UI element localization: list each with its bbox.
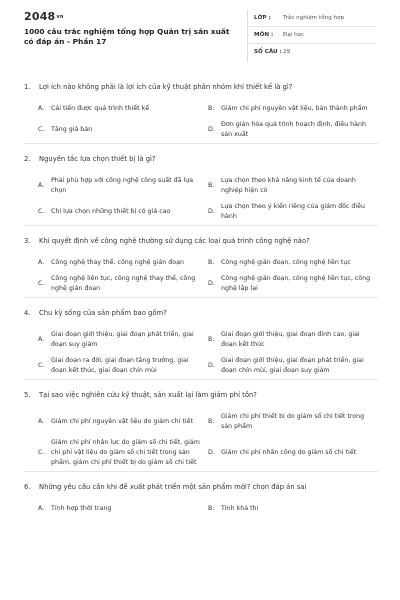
option-key: A. xyxy=(38,418,45,425)
option-text: Tính khả thi xyxy=(221,505,259,512)
option-text: Giảm chi phí nhân công do giảm số chi tiết xyxy=(221,449,357,456)
option-text: Giảm chi phí thiết bị do giảm số chi tiết trong sản phẩm xyxy=(221,413,365,430)
option-d[interactable] xyxy=(208,435,378,471)
option-key: A. xyxy=(38,336,45,343)
option-b[interactable] xyxy=(208,255,378,271)
question-text: Những yêu cầu cần khi đề xuất phát triển một sản phẩm mới? chọn đáp án sai xyxy=(39,483,307,491)
option-key: D. xyxy=(208,362,215,369)
question-list xyxy=(24,72,378,517)
option-a[interactable] xyxy=(38,101,208,117)
option-d[interactable] xyxy=(208,199,378,225)
option-key: D. xyxy=(208,126,215,133)
question-number: 5. xyxy=(24,391,31,399)
meta-key: SỐ CÂU : xyxy=(254,49,282,55)
option-c[interactable] xyxy=(38,199,208,225)
option-b[interactable] xyxy=(208,327,378,353)
question-2 xyxy=(24,144,378,225)
meta-value: Trắc nghiệm tổng hợp xyxy=(283,15,345,21)
option-list xyxy=(24,255,378,297)
option-text: Đơn giản hóa quá trình hoạch định, điều hành sản xuất xyxy=(221,121,366,138)
option-text: Giai đoạn ra đời, giai đoạn tăng trưởng, giai đoạn kết thúc, giai đoạn chín mùi xyxy=(51,357,189,374)
logo-text: 2048 xyxy=(24,10,56,23)
option-c[interactable] xyxy=(38,435,208,471)
option-text: Tăng giá bán xyxy=(51,126,93,133)
option-text: Cải tiến được quá trình thiết kế xyxy=(51,105,150,112)
option-b[interactable] xyxy=(208,501,378,517)
meta-row-class xyxy=(248,10,376,27)
question-text: Tại sao việc nghiên cứu kỹ thuật, sản xuất lại làm giảm phí tồn? xyxy=(39,391,257,399)
option-text: Giảm chi phí nhân lực do giảm số chi tiết, giảm chi phí vật liệu do giảm số chi tiết trong sản phẩm, giảm chi phí thiết bị do giảm số chi tiết xyxy=(51,439,200,466)
question-stem xyxy=(24,380,378,409)
option-text: Công nghệ liên tục, công nghệ thay thế, công nghệ gián đoạn xyxy=(51,275,196,292)
option-key: D. xyxy=(208,280,215,287)
option-text: Công nghệ gián đoạn, công nghệ liên tục, công nghệ lặp lại xyxy=(221,275,371,292)
meta-value: 29 xyxy=(283,49,291,55)
option-key: C. xyxy=(38,126,45,133)
option-b[interactable] xyxy=(208,409,378,435)
option-d[interactable] xyxy=(208,117,378,143)
option-key: A. xyxy=(38,182,45,189)
meta-value: Đại học xyxy=(283,32,305,38)
meta-key: LỚP : xyxy=(254,15,271,21)
option-text: Công nghệ thay thế, công nghệ gián đoạn xyxy=(51,259,184,266)
question-stem xyxy=(24,144,378,173)
option-text: Phải phù hợp với công nghệ công suất đã lựa chọn xyxy=(51,177,194,194)
option-a[interactable] xyxy=(38,255,208,271)
meta-row-count xyxy=(248,44,376,60)
question-stem xyxy=(24,298,378,327)
meta-row-subject xyxy=(248,27,376,44)
question-text: Lợi ích nào không phải là lợi ích của kỹ thuật phân nhóm khi thiết kế là gì? xyxy=(39,83,293,91)
option-key: B. xyxy=(208,182,215,189)
option-list xyxy=(24,327,378,379)
option-list xyxy=(24,501,378,517)
option-key: C. xyxy=(38,362,45,369)
question-4 xyxy=(24,298,378,379)
option-c[interactable] xyxy=(38,353,208,379)
option-list xyxy=(24,173,378,225)
option-key: C. xyxy=(38,208,45,215)
question-number: 1. xyxy=(24,83,31,91)
question-text: Khi quyết định về công nghệ thường sử dụng các loại quá trình công nghệ nào? xyxy=(39,237,310,245)
option-key: B. xyxy=(208,505,215,512)
option-text: Giai đoạn giới thiệu, giai đoạn phát triển, giai đoạn chín mùi, giai đoạn suy giảm xyxy=(221,357,364,374)
question-5 xyxy=(24,380,378,471)
meta-key: MÔN : xyxy=(254,32,274,38)
meta-table xyxy=(247,10,376,62)
question-stem xyxy=(24,72,378,101)
question-number: 3. xyxy=(24,237,31,245)
option-c[interactable] xyxy=(38,117,208,143)
option-d[interactable] xyxy=(208,271,378,297)
option-key: B. xyxy=(208,418,215,425)
option-key: A. xyxy=(38,505,45,512)
option-text: Giảm chi phí nguyên vật liệu, bán thành phẩm xyxy=(221,105,368,112)
option-text: Giai đoạn giới thiệu, giai đoạn phát triển, giai đoạn suy giảm xyxy=(51,331,194,348)
option-list xyxy=(24,101,378,143)
question-stem xyxy=(24,472,378,501)
option-text: Chỉ lựa chọn những thiết bị có giá cao xyxy=(51,208,171,215)
option-text: Công nghệ gián đoạn, công nghệ liên tục xyxy=(221,259,351,266)
option-text: Giai đoạn giới thiệu, giai đoạn đỉnh cao, giai đoạn kết thúc xyxy=(221,331,360,348)
option-list xyxy=(24,409,378,471)
option-a[interactable] xyxy=(38,409,208,435)
option-key: B. xyxy=(208,105,215,112)
option-d[interactable] xyxy=(208,353,378,379)
option-a[interactable] xyxy=(38,327,208,353)
brand-column xyxy=(24,10,239,62)
option-a[interactable] xyxy=(38,501,208,517)
question-text: Nguyên tắc lựa chọn thiết bị là gì? xyxy=(39,155,156,163)
page-header xyxy=(24,10,376,62)
site-logo[interactable] xyxy=(24,10,239,24)
option-text: Tính hợp thời trang xyxy=(51,505,112,512)
logo-suffix: vn xyxy=(56,14,64,20)
question-1 xyxy=(24,72,378,143)
option-text: Lựa chọn theo ý kiến riêng của giám đốc điều hành xyxy=(221,203,366,220)
option-key: C. xyxy=(38,280,45,287)
option-key: A. xyxy=(38,105,45,112)
option-key: D. xyxy=(208,208,215,215)
option-key: D. xyxy=(208,449,215,456)
option-key: A. xyxy=(38,259,45,266)
option-text: Lựa chọn theo khả năng kinh tế của doanh nghiệp hiện có xyxy=(221,177,356,194)
option-key: B. xyxy=(208,259,215,266)
question-3 xyxy=(24,226,378,297)
question-number: 2. xyxy=(24,155,31,163)
option-a[interactable] xyxy=(38,173,208,199)
document-title: 1000 câu trắc nghiệm tổng hợp Quản trị sản xuất có đáp án - Phần 17 xyxy=(24,27,230,46)
option-key: B. xyxy=(208,336,215,343)
question-number: 4. xyxy=(24,309,31,317)
question-6 xyxy=(24,472,378,517)
question-stem xyxy=(24,226,378,255)
question-number: 6. xyxy=(24,483,31,491)
option-b[interactable] xyxy=(208,101,378,117)
option-b[interactable] xyxy=(208,173,378,199)
option-text: Giảm chi phí nguyên vật liệu do giảm chi tiết xyxy=(51,418,193,425)
option-c[interactable] xyxy=(38,271,208,297)
question-text: Chu kỳ sống của sản phẩm bao gồm? xyxy=(39,309,167,317)
option-key: C. xyxy=(38,449,45,456)
